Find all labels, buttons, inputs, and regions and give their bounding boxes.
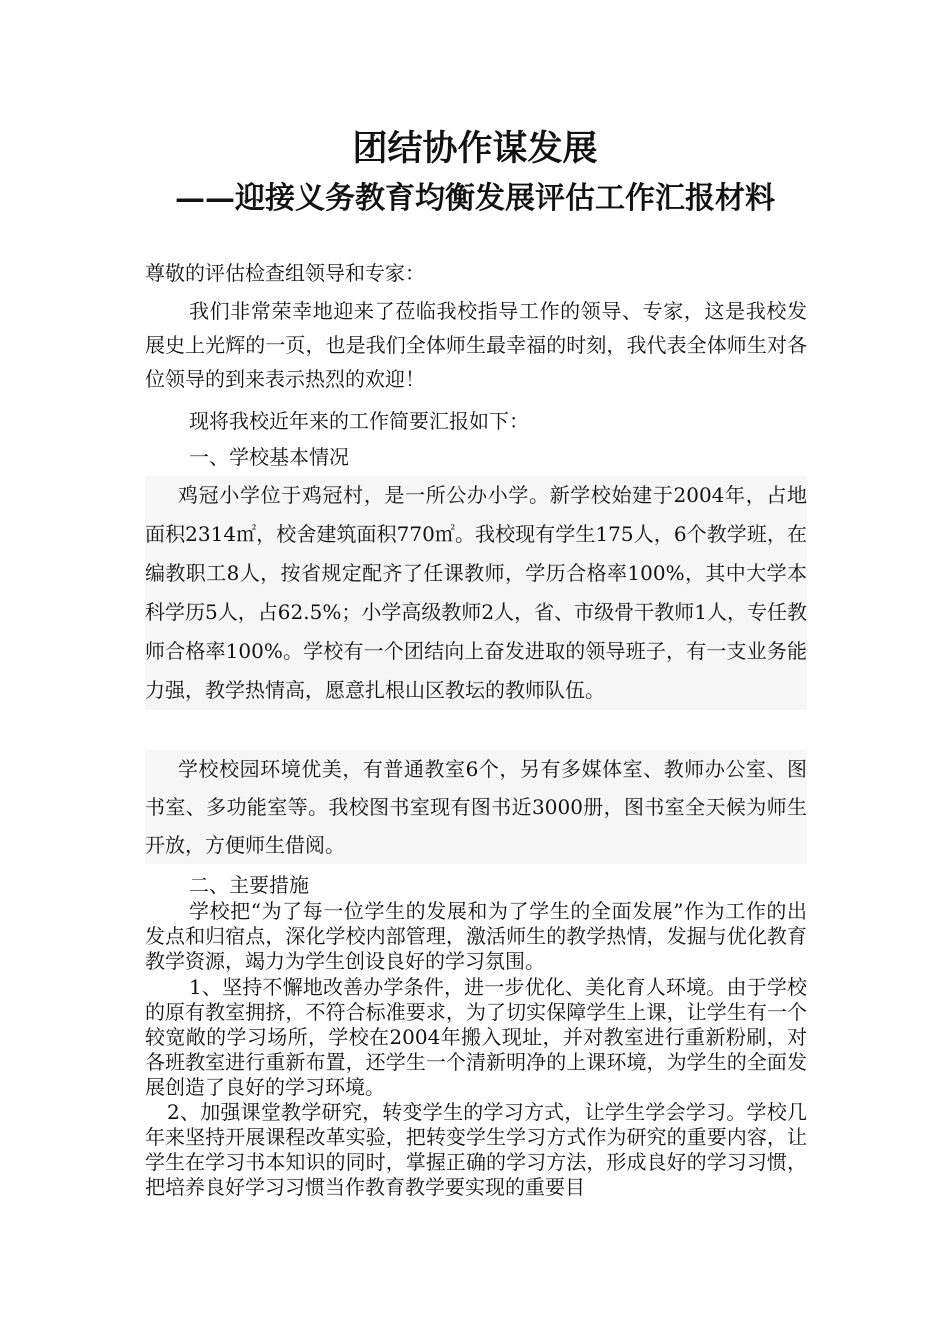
page-title: 团结协作谋发展 [352, 128, 598, 169]
paragraph-measures-intro: 学校把“为了每一位学生的发展和为了学生的全面发展”作为工作的出发点和归宿点，深化学校内部管理，激活师生的教学热情，发掘与优化教育教学资源，竭力为学生创设良好的学习氛围。 [145, 899, 807, 973]
paragraph-item-1: 1、坚持不懈地改善办学条件，进一步优化、美化育人环境。由于学校的原有教室拥挤，不符合标准要求，为了切实保障学生上课，让学生有一个较宽敞的学习场所，学校在2004年搬入现址，并对教室进行重新粉刷，对各班教室进行重新布置，还学生一个清新明净的上课环境，为学生的全面发展创造了良好的学习环境。 [145, 975, 807, 1099]
paragraph-campus: 学校校园环境优美，有普通教室6个，另有多媒体室、教师办公室、图书室、多功能室等。我校图书室现有图书近3000册，图书室全天候为师生开放，方便师生借阅。 [145, 750, 807, 864]
salutation: 尊敬的评估检查组领导和专家： [145, 261, 425, 285]
paragraph-welcome: 我们非常荣幸地迎来了莅临我校指导工作的领导、专家，这是我校发展史上光辉的一页，也是我们全体师生最幸福的时刻，我代表全体师生对各位领导的到来表示热烈的欢迎！ [145, 299, 807, 391]
paragraph-report-intro: 现将我校近年来的工作简要汇报如下： [189, 409, 529, 433]
page-subtitle: ——迎接义务教育均衡发展评估工作汇报材料 [175, 181, 775, 216]
paragraph-item-2: 2、加强课堂教学研究，转变学生的学习方式，让学生学会学习。学校几年来坚持开展课程改革实验，把转变学生学习方式作为研究的重要内容，让学生在学习书本知识的同时，掌握正确的学习方法，形成良好的学习习惯，把培养良好学习习惯当作教育教学要实现的重要目 [145, 1100, 807, 1199]
section-heading-measures: 二、主要措施 [189, 873, 309, 897]
section-heading-basic-info: 一、学校基本情况 [189, 445, 349, 469]
paragraph-basic-info: 鸡冠小学位于鸡冠村，是一所公办小学。新学校始建于2004年，占地面积2314㎡，校舍建筑面积770㎡。我校现有学生175人，6个教学班，在编教职工8人，按省规定配齐了任课教师，学历合格率100%，其中大学本科学历5人，占62.5%；小学高级教师2人，省、市级骨干教师1人，专任教师合格率100%。学校有一个团结向上奋发进取的领导班子，有一支业务能力强，教学热情高，愿意扎根山区教坛的教师队伍。 [145, 476, 807, 710]
